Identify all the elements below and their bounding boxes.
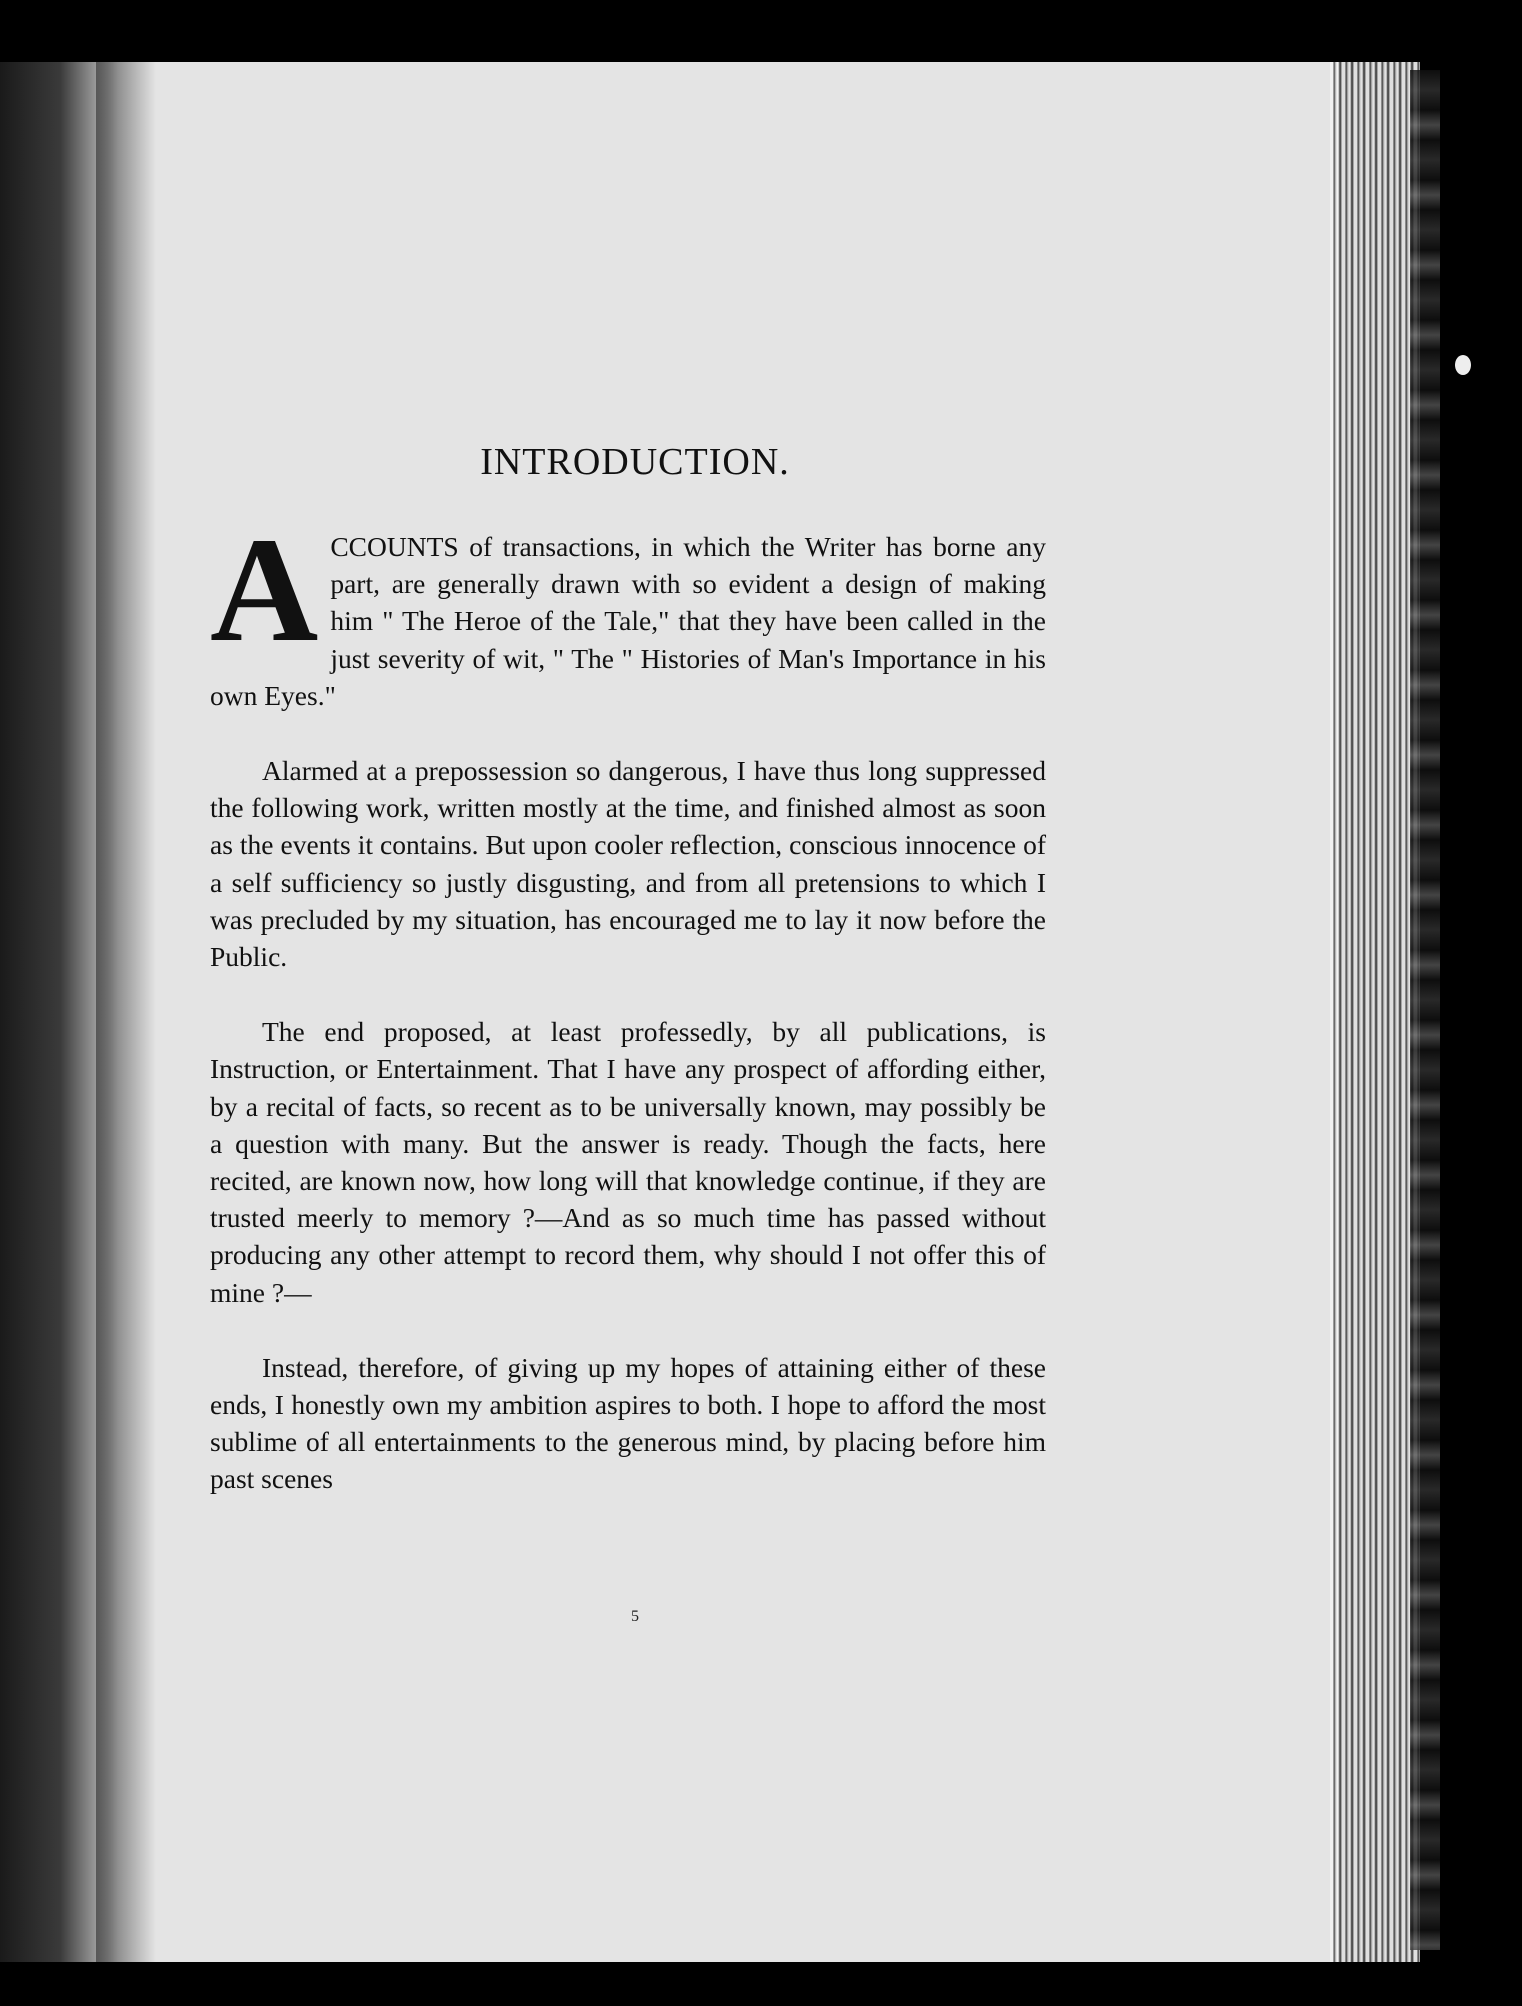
paragraph-3: The end proposed, at least professedly, by all publications, is Instruction, or Entertainment. That I have any prospect of affording either, by a recital of facts, so recent as to be universally known, may possibly be a question with many. But the answer is ready. Though the facts, here recited, are known now, how long will that knowledge continue, if they are trusted meerly to memory ?—And as so much time has passed without producing any other attempt to record them, why should I not offer this of mine ?— — [210, 1016, 1046, 1308]
page-edges — [1330, 62, 1420, 1962]
paragraph-1 — [210, 507, 1046, 714]
page-heading: INTRODUCTION. — [480, 441, 790, 483]
paragraph-1-text: CCOUNTS of transactions, in which the Writer has borne any part, are generally drawn with so evident a design of making him " The Heroe of the Tale," that they have been called in the just severity of wit, " The " Histories of Man's Importance in his own Eyes." — [210, 531, 1046, 711]
drop-cap: A — [210, 507, 319, 673]
book-cover-edge — [1410, 70, 1440, 1950]
gutter-shadow — [96, 62, 156, 1962]
scan-mark — [1455, 355, 1471, 375]
paragraph-2: Alarmed at a prepossession so dangerous, I have thus long suppressed the following work, written mostly at the time, and finished almost as soon as the events it contains. But upon cooler reflection, conscious innocence of a self sufficiency so justly disgusting, and from all pretensions to which I was precluded by my situation, has encouraged me to lay it now before the Public. — [210, 755, 1046, 973]
paragraph-4: Instead, therefore, of giving up my hopes of attaining either of these ends, I honestly own my ambition aspires to both. I hope to afford the most sublime of all entertainments to the generous mind, by placing before him past scenes — [210, 1351, 1046, 1495]
page-text — [210, 440, 1046, 1536]
page-number: 5 — [631, 1608, 639, 1625]
